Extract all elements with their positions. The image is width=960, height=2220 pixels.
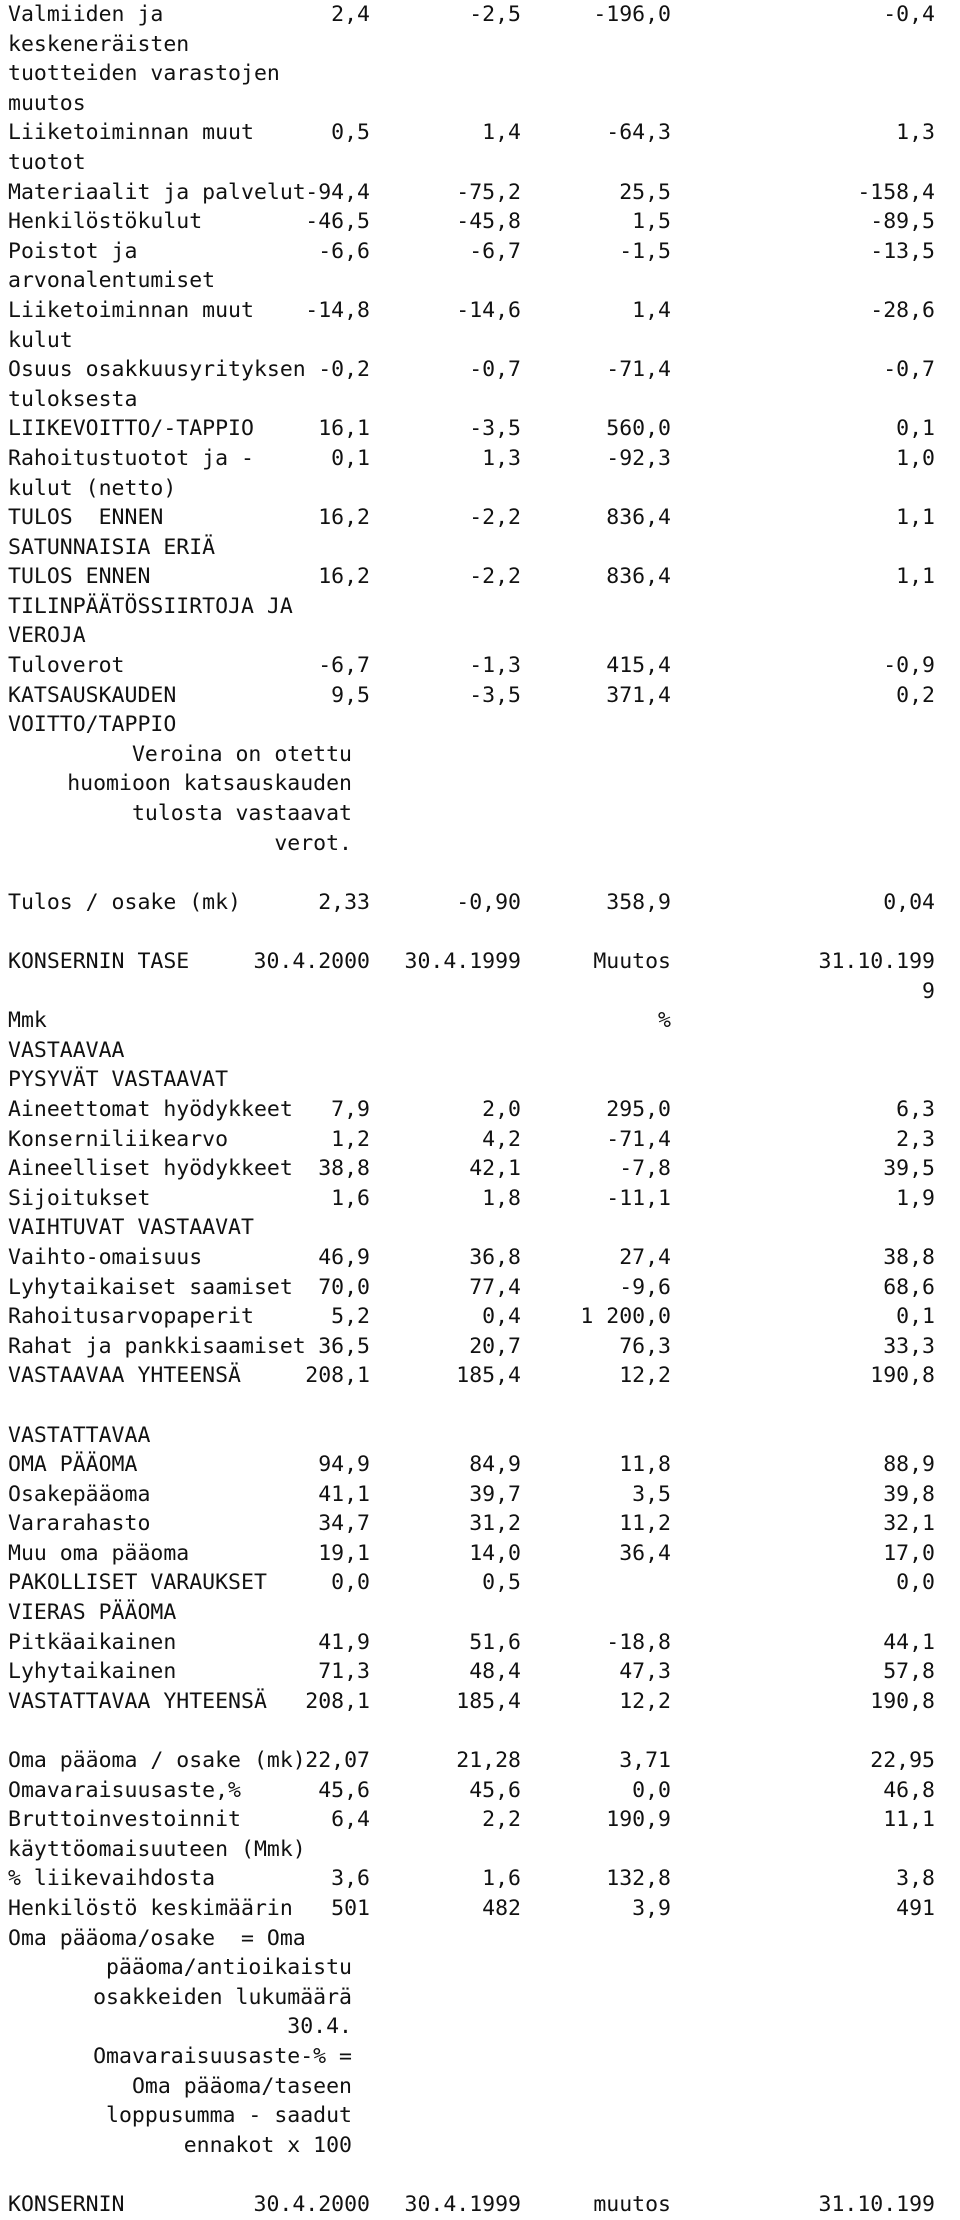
value-1999: -0,90 xyxy=(456,889,521,915)
change-percent: 371,4 xyxy=(606,682,671,708)
report-line xyxy=(0,2190,960,2220)
report-line xyxy=(0,296,960,326)
value-2000: 2,33 xyxy=(318,889,370,915)
value-2000: 41,1 xyxy=(318,1481,370,1507)
value-1999-full: -28,6 xyxy=(870,297,935,323)
value-1999: 84,9 xyxy=(469,1452,521,1478)
footnote-text: tulosta vastaavat xyxy=(131,801,352,827)
report-line xyxy=(0,562,960,592)
change-percent: 11,2 xyxy=(619,1511,671,1537)
report-line xyxy=(0,1125,960,1155)
change-percent: 12,2 xyxy=(619,1363,671,1389)
row-label: Bruttoinvestoinnit xyxy=(8,1807,241,1833)
row-label: OMA PÄÄOMA xyxy=(8,1452,138,1478)
report-line xyxy=(0,148,960,178)
report-line xyxy=(0,1450,960,1480)
report-line xyxy=(0,30,960,60)
value-1999-full: 22,95 xyxy=(870,1748,935,1774)
value-1999-full: -0,4 xyxy=(883,2,935,27)
report-line xyxy=(0,1213,960,1243)
report-line xyxy=(0,1361,960,1391)
footnote-text: 30.4. xyxy=(287,2014,352,2040)
value-1999: 77,4 xyxy=(469,1274,521,1300)
report-line xyxy=(0,621,960,651)
report-line xyxy=(0,1509,960,1539)
report-line xyxy=(0,266,960,296)
value-1999-full: 44,1 xyxy=(883,1629,935,1655)
row-label: tuotteiden varastojen xyxy=(8,61,280,87)
row-label: VASTATTAVAA xyxy=(8,1422,151,1448)
value-1999-full: 33,3 xyxy=(883,1333,935,1359)
row-label: kulut (netto) xyxy=(8,475,177,501)
row-label: Aineelliset hyödykkeet xyxy=(8,1156,293,1182)
value-1999: -3,5 xyxy=(469,682,521,708)
value-1999: -2,2 xyxy=(469,505,521,531)
value-1999-full: 0,2 xyxy=(896,682,935,708)
change-percent: -18,8 xyxy=(606,1629,671,1655)
footnote-text: Veroina on otettu xyxy=(131,741,352,767)
value-1999: 36,8 xyxy=(469,1244,521,1270)
row-label: keskeneräisten xyxy=(8,31,190,57)
value-1999: -1,3 xyxy=(469,653,521,679)
report-line xyxy=(0,1568,960,1598)
report-line xyxy=(0,769,960,799)
change-percent: 47,3 xyxy=(619,1659,671,1685)
value-1999: -2,2 xyxy=(469,564,521,590)
report-line xyxy=(0,888,960,918)
change-percent: 415,4 xyxy=(606,653,671,679)
report-line xyxy=(0,1805,960,1835)
row-label: Oma pääoma / osake (mk) xyxy=(8,1748,306,1774)
row-label: Aineettomat hyödykkeet xyxy=(8,1096,293,1122)
row-label: VAIHTUVAT VASTAAVAT xyxy=(8,1215,254,1241)
change-percent: 358,9 xyxy=(606,889,671,915)
row-label: VASTAAVAA YHTEENSÄ xyxy=(8,1363,241,1389)
change-percent: % xyxy=(658,1008,671,1034)
row-label: Konserniliikearvo xyxy=(8,1126,229,1152)
value-2000: 5,2 xyxy=(331,1304,370,1330)
footnote-text: verot. xyxy=(274,830,352,856)
report-line xyxy=(0,1983,960,2013)
report-line xyxy=(0,444,960,474)
report-line xyxy=(0,1776,960,1806)
change-percent: 560,0 xyxy=(606,416,671,442)
value-1999: 51,6 xyxy=(469,1629,521,1655)
value-1999: 0,5 xyxy=(482,1570,521,1596)
value-1999: 482 xyxy=(482,1896,521,1921)
value-1999: 4,2 xyxy=(482,1126,521,1152)
row-label: Tuloverot xyxy=(8,653,125,679)
value-2000: -0,2 xyxy=(318,357,370,383)
report-line xyxy=(0,1687,960,1717)
value-2000: 1,2 xyxy=(331,1126,370,1152)
value-1999: 42,1 xyxy=(469,1156,521,1182)
change-percent: -7,8 xyxy=(619,1156,671,1182)
change-percent: -1,5 xyxy=(619,238,671,264)
value-1999-full: 17,0 xyxy=(883,1540,935,1566)
row-label: Vaihto-omaisuus xyxy=(8,1244,203,1270)
value-2000: 16,1 xyxy=(318,416,370,442)
row-label: KATSAUSKAUDEN xyxy=(8,682,177,708)
report-line xyxy=(0,829,960,859)
row-label: Rahat ja pankkisaamiset xyxy=(8,1333,306,1359)
value-1999: -14,6 xyxy=(456,297,521,323)
value-2000: 94,9 xyxy=(318,1452,370,1478)
report-line xyxy=(0,2131,960,2161)
report-line xyxy=(0,1894,960,1924)
value-1999-full: 1,9 xyxy=(896,1185,935,1211)
row-label: Rahoitusarvopaperit xyxy=(8,1304,254,1330)
row-label: Liiketoiminnan muut xyxy=(8,297,254,323)
value-1999: -0,7 xyxy=(469,357,521,383)
report-line xyxy=(0,533,960,563)
report-line xyxy=(0,1006,960,1036)
value-2000: 71,3 xyxy=(318,1659,370,1685)
value-1999: 0,4 xyxy=(482,1304,521,1330)
value-1999-full: 3,8 xyxy=(896,1866,935,1892)
report-line xyxy=(0,1332,960,1362)
value-1999-full: 68,6 xyxy=(883,1274,935,1300)
value-2000: 2,4 xyxy=(331,2,370,27)
row-label: Mmk xyxy=(8,1008,47,1034)
row-label: PAKOLLISET VARAUKSET xyxy=(8,1570,267,1596)
report-line xyxy=(0,858,960,888)
value-2000: -6,6 xyxy=(318,238,370,264)
value-1999-full: 39,8 xyxy=(883,1481,935,1507)
report-line xyxy=(0,917,960,947)
value-1999-full: 1,3 xyxy=(896,120,935,146)
report-line xyxy=(0,1302,960,1332)
report-line xyxy=(0,740,960,770)
change-percent: 836,4 xyxy=(606,505,671,531)
footnote-text: pääoma/antioikaistu xyxy=(106,1955,352,1981)
change-percent: -11,1 xyxy=(606,1185,671,1211)
report-line xyxy=(0,1421,960,1451)
report-line xyxy=(0,2012,960,2042)
value-2000: 7,9 xyxy=(331,1096,370,1122)
value-1999-full: 88,9 xyxy=(883,1452,935,1478)
change-percent: 3,5 xyxy=(632,1481,671,1507)
row-label: KONSERNIN xyxy=(8,2191,125,2217)
report-line xyxy=(0,1480,960,1510)
report-line xyxy=(0,1036,960,1066)
value-1999-full: -13,5 xyxy=(870,238,935,264)
change-percent: -9,6 xyxy=(619,1274,671,1300)
report-line xyxy=(0,207,960,237)
value-1999-full: 38,8 xyxy=(883,1244,935,1270)
value-2000: 1,6 xyxy=(331,1185,370,1211)
row-label: käyttöomaisuuteen (Mmk) xyxy=(8,1836,306,1862)
value-2000: 0,0 xyxy=(331,1570,370,1596)
change-percent: 76,3 xyxy=(619,1333,671,1359)
report-line xyxy=(0,1716,960,1746)
value-2000: 34,7 xyxy=(318,1511,370,1537)
row-label: Rahoitustuotot ja - xyxy=(8,445,254,471)
row-label: TILINPÄÄTÖSSIIRTOJA JA xyxy=(8,593,293,619)
report-line xyxy=(0,1184,960,1214)
value-1999-full: 190,8 xyxy=(870,1363,935,1389)
value-1999: 1,3 xyxy=(482,445,521,471)
report-line xyxy=(0,178,960,208)
change-percent: -196,0 xyxy=(593,2,671,27)
footnote-text: ennakot x 100 xyxy=(183,2132,352,2158)
value-2000: 16,2 xyxy=(318,505,370,531)
row-label: VASTATTAVAA YHTEENSÄ xyxy=(8,1688,267,1714)
row-label: tuloksesta xyxy=(8,386,138,412)
value-1999-full: 32,1 xyxy=(883,1511,935,1537)
report-line xyxy=(0,1065,960,1095)
value-2000: 19,1 xyxy=(318,1540,370,1566)
value-1999: 14,0 xyxy=(469,1540,521,1566)
row-label: Oma pääoma/osake = Oma xyxy=(8,1925,306,1951)
row-label: Materiaalit ja palvelut xyxy=(8,179,306,205)
row-label: TULOS ENNEN xyxy=(8,564,151,590)
row-label: Valmiiden ja xyxy=(8,2,164,27)
report-line xyxy=(0,414,960,444)
change-percent: 3,71 xyxy=(619,1748,671,1774)
row-label: % liikevaihdosta xyxy=(8,1866,216,1892)
change-percent: -71,4 xyxy=(606,357,671,383)
value-2000: 70,0 xyxy=(318,1274,370,1300)
change-percent: 27,4 xyxy=(619,1244,671,1270)
value-1999: 185,4 xyxy=(456,1363,521,1389)
row-label: Pitkäaikainen xyxy=(8,1629,177,1655)
report-line xyxy=(0,2101,960,2131)
value-1999: 1,4 xyxy=(482,120,521,146)
row-label: Tulos / osake (mk) xyxy=(8,889,241,915)
report-line xyxy=(0,355,960,385)
report-line xyxy=(0,1391,960,1421)
report-line xyxy=(0,799,960,829)
value-1999: 20,7 xyxy=(469,1333,521,1359)
report-line xyxy=(0,2042,960,2072)
value-2000: -14,8 xyxy=(305,297,370,323)
report-line xyxy=(0,1953,960,1983)
report-line xyxy=(0,1273,960,1303)
footnote-text: Omavaraisuusaste-% = xyxy=(93,2043,352,2069)
footnote-text: Oma pääoma/taseen xyxy=(131,2073,352,2099)
value-1999: 1,6 xyxy=(482,1866,521,1892)
change-percent: 0,0 xyxy=(632,1777,671,1803)
value-2000: -6,7 xyxy=(318,653,370,679)
value-1999-full: 6,3 xyxy=(896,1096,935,1122)
row-label: KONSERNIN TASE xyxy=(8,949,190,974)
value-1999: -75,2 xyxy=(456,179,521,205)
change-percent: 25,5 xyxy=(619,179,671,205)
value-1999-full: -89,5 xyxy=(870,209,935,235)
change-percent: 11,8 xyxy=(619,1452,671,1478)
value-1999-full: 0,1 xyxy=(896,416,935,442)
report-line xyxy=(0,237,960,267)
report-line xyxy=(0,326,960,356)
report-line xyxy=(0,474,960,504)
report-line xyxy=(0,89,960,119)
report-line xyxy=(0,681,960,711)
value-2000: 6,4 xyxy=(331,1807,370,1833)
change-percent: 132,8 xyxy=(606,1866,671,1892)
value-1999-full: 31.10.199 xyxy=(818,2191,935,2217)
value-1999: -6,7 xyxy=(469,238,521,264)
report-line xyxy=(0,651,960,681)
row-label: muutos xyxy=(8,90,86,116)
row-label: Poistot ja xyxy=(8,238,138,264)
report-line xyxy=(0,2160,960,2190)
change-percent: 1,4 xyxy=(632,297,671,323)
report-line xyxy=(0,1924,960,1954)
value-1999: -2,5 xyxy=(469,2,521,27)
report-line xyxy=(0,2072,960,2102)
report-line xyxy=(0,592,960,622)
change-percent: 1,5 xyxy=(632,209,671,235)
change-percent: -64,3 xyxy=(606,120,671,146)
row-label: Liiketoiminnan muut xyxy=(8,120,254,146)
value-1999: 185,4 xyxy=(456,1688,521,1714)
report-line xyxy=(0,1154,960,1184)
change-percent: 836,4 xyxy=(606,564,671,590)
value-1999: 21,28 xyxy=(456,1748,521,1774)
change-percent: 36,4 xyxy=(619,1540,671,1566)
report-line xyxy=(0,118,960,148)
value-1999: 30.4.1999 xyxy=(404,2191,521,2217)
report-line xyxy=(0,1095,960,1125)
row-label: arvonalentumiset xyxy=(8,268,216,294)
value-2000: 22,07 xyxy=(305,1748,370,1774)
row-label: Sijoitukset xyxy=(8,1185,151,1211)
value-1999: 31,2 xyxy=(469,1511,521,1537)
change-percent: 295,0 xyxy=(606,1096,671,1122)
value-1999-full: 39,5 xyxy=(883,1156,935,1182)
row-label: Osakepääoma xyxy=(8,1481,151,1507)
report-line xyxy=(0,1628,960,1658)
value-2000: 38,8 xyxy=(318,1156,370,1182)
report-line xyxy=(0,59,960,89)
value-2000: 30.4.2000 xyxy=(253,2191,370,2217)
row-label: Lyhytaikainen xyxy=(8,1659,177,1685)
value-2000: 3,6 xyxy=(331,1866,370,1892)
value-2000: 41,9 xyxy=(318,1629,370,1655)
report-line xyxy=(0,0,960,30)
value-1999: 48,4 xyxy=(469,1659,521,1685)
row-label: VIERAS PÄÄOMA xyxy=(8,1600,177,1626)
value-1999-full: -0,9 xyxy=(883,653,935,679)
value-2000: 9,5 xyxy=(331,682,370,708)
row-label: Osuus osakkuusyrityksen xyxy=(8,357,306,383)
report-line xyxy=(0,1539,960,1569)
value-1999: 45,6 xyxy=(469,1777,521,1803)
change-percent: -92,3 xyxy=(606,445,671,471)
report-line xyxy=(0,710,960,740)
row-label: Lyhytaikaiset saamiset xyxy=(8,1274,293,1300)
value-1999-full: -0,7 xyxy=(883,357,935,383)
value-1999-full: 1,1 xyxy=(896,564,935,590)
row-label: tuotot xyxy=(8,149,86,175)
report-line xyxy=(0,503,960,533)
value-1999-full: 491 xyxy=(896,1896,935,1921)
row-label: VOITTO/TAPPIO xyxy=(8,712,177,738)
value-2000: 36,5 xyxy=(318,1333,370,1359)
value-1999-full: 31.10.199 xyxy=(818,949,935,974)
report-line xyxy=(0,1598,960,1628)
row-label: Henkilöstö keskimäärin xyxy=(8,1896,293,1921)
value-1999-full: 9 xyxy=(922,978,935,1004)
row-label: Muu oma pääoma xyxy=(8,1540,190,1566)
value-2000: 208,1 xyxy=(305,1363,370,1389)
report-line xyxy=(0,1835,960,1865)
value-2000: 501 xyxy=(331,1896,370,1921)
value-2000: 46,9 xyxy=(318,1244,370,1270)
change-percent: Muutos xyxy=(593,949,671,974)
row-label: Vararahasto xyxy=(8,1511,151,1537)
value-1999-full: 0,1 xyxy=(896,1304,935,1330)
report-line xyxy=(0,385,960,415)
row-label: VEROJA xyxy=(8,623,86,649)
footnote-text: huomioon katsauskauden xyxy=(67,771,352,797)
row-label: VASTAAVAA xyxy=(8,1037,125,1063)
footnote-text: loppusumma - saadut xyxy=(106,2103,352,2129)
change-percent: 12,2 xyxy=(619,1688,671,1714)
change-percent: -71,4 xyxy=(606,1126,671,1152)
row-label: PYSYVÄT VASTAAVAT xyxy=(8,1067,229,1093)
row-label: Henkilöstökulut xyxy=(8,209,203,235)
change-percent: 190,9 xyxy=(606,1807,671,1833)
report-line xyxy=(0,1746,960,1776)
value-1999-full: 11,1 xyxy=(883,1807,935,1833)
value-1999: -3,5 xyxy=(469,416,521,442)
footnote-text: osakkeiden lukumäärä xyxy=(93,1984,352,2010)
value-1999: 2,0 xyxy=(482,1096,521,1122)
row-label: LIIKEVOITTO/-TAPPIO xyxy=(8,416,254,442)
value-1999-full: 0,0 xyxy=(896,1570,935,1596)
row-label: TULOS ENNEN xyxy=(8,505,164,531)
value-1999: 1,8 xyxy=(482,1185,521,1211)
value-1999-full: 57,8 xyxy=(883,1659,935,1685)
report-line xyxy=(0,947,960,977)
value-1999: -45,8 xyxy=(456,209,521,235)
row-label: SATUNNAISIA ERIÄ xyxy=(8,534,216,560)
report-line xyxy=(0,1864,960,1894)
value-1999: 30.4.1999 xyxy=(404,949,521,974)
value-2000: 0,5 xyxy=(331,120,370,146)
value-1999-full: 190,8 xyxy=(870,1688,935,1714)
value-2000: 45,6 xyxy=(318,1777,370,1803)
value-1999-full: 46,8 xyxy=(883,1777,935,1803)
value-2000: 30.4.2000 xyxy=(253,949,370,974)
value-2000: -94,4 xyxy=(305,179,370,205)
report-line xyxy=(0,1657,960,1687)
row-label: Omavaraisuusaste,% xyxy=(8,1777,241,1803)
report-line xyxy=(0,1243,960,1273)
row-label: kulut xyxy=(8,327,73,353)
value-1999-full: 1,1 xyxy=(896,505,935,531)
value-1999: 39,7 xyxy=(469,1481,521,1507)
value-2000: 208,1 xyxy=(305,1688,370,1714)
value-2000: 16,2 xyxy=(318,564,370,590)
change-percent: 3,9 xyxy=(632,1896,671,1921)
change-percent: muutos xyxy=(593,2191,671,2217)
report-line xyxy=(0,977,960,1007)
value-2000: -46,5 xyxy=(305,209,370,235)
value-1999-full: 0,04 xyxy=(883,889,935,915)
value-1999: 2,2 xyxy=(482,1807,521,1833)
change-percent: 1 200,0 xyxy=(580,1304,671,1330)
value-2000: 0,1 xyxy=(331,445,370,471)
value-1999-full: 1,0 xyxy=(896,445,935,471)
value-1999-full: 2,3 xyxy=(896,1126,935,1152)
value-1999-full: -158,4 xyxy=(857,179,935,205)
